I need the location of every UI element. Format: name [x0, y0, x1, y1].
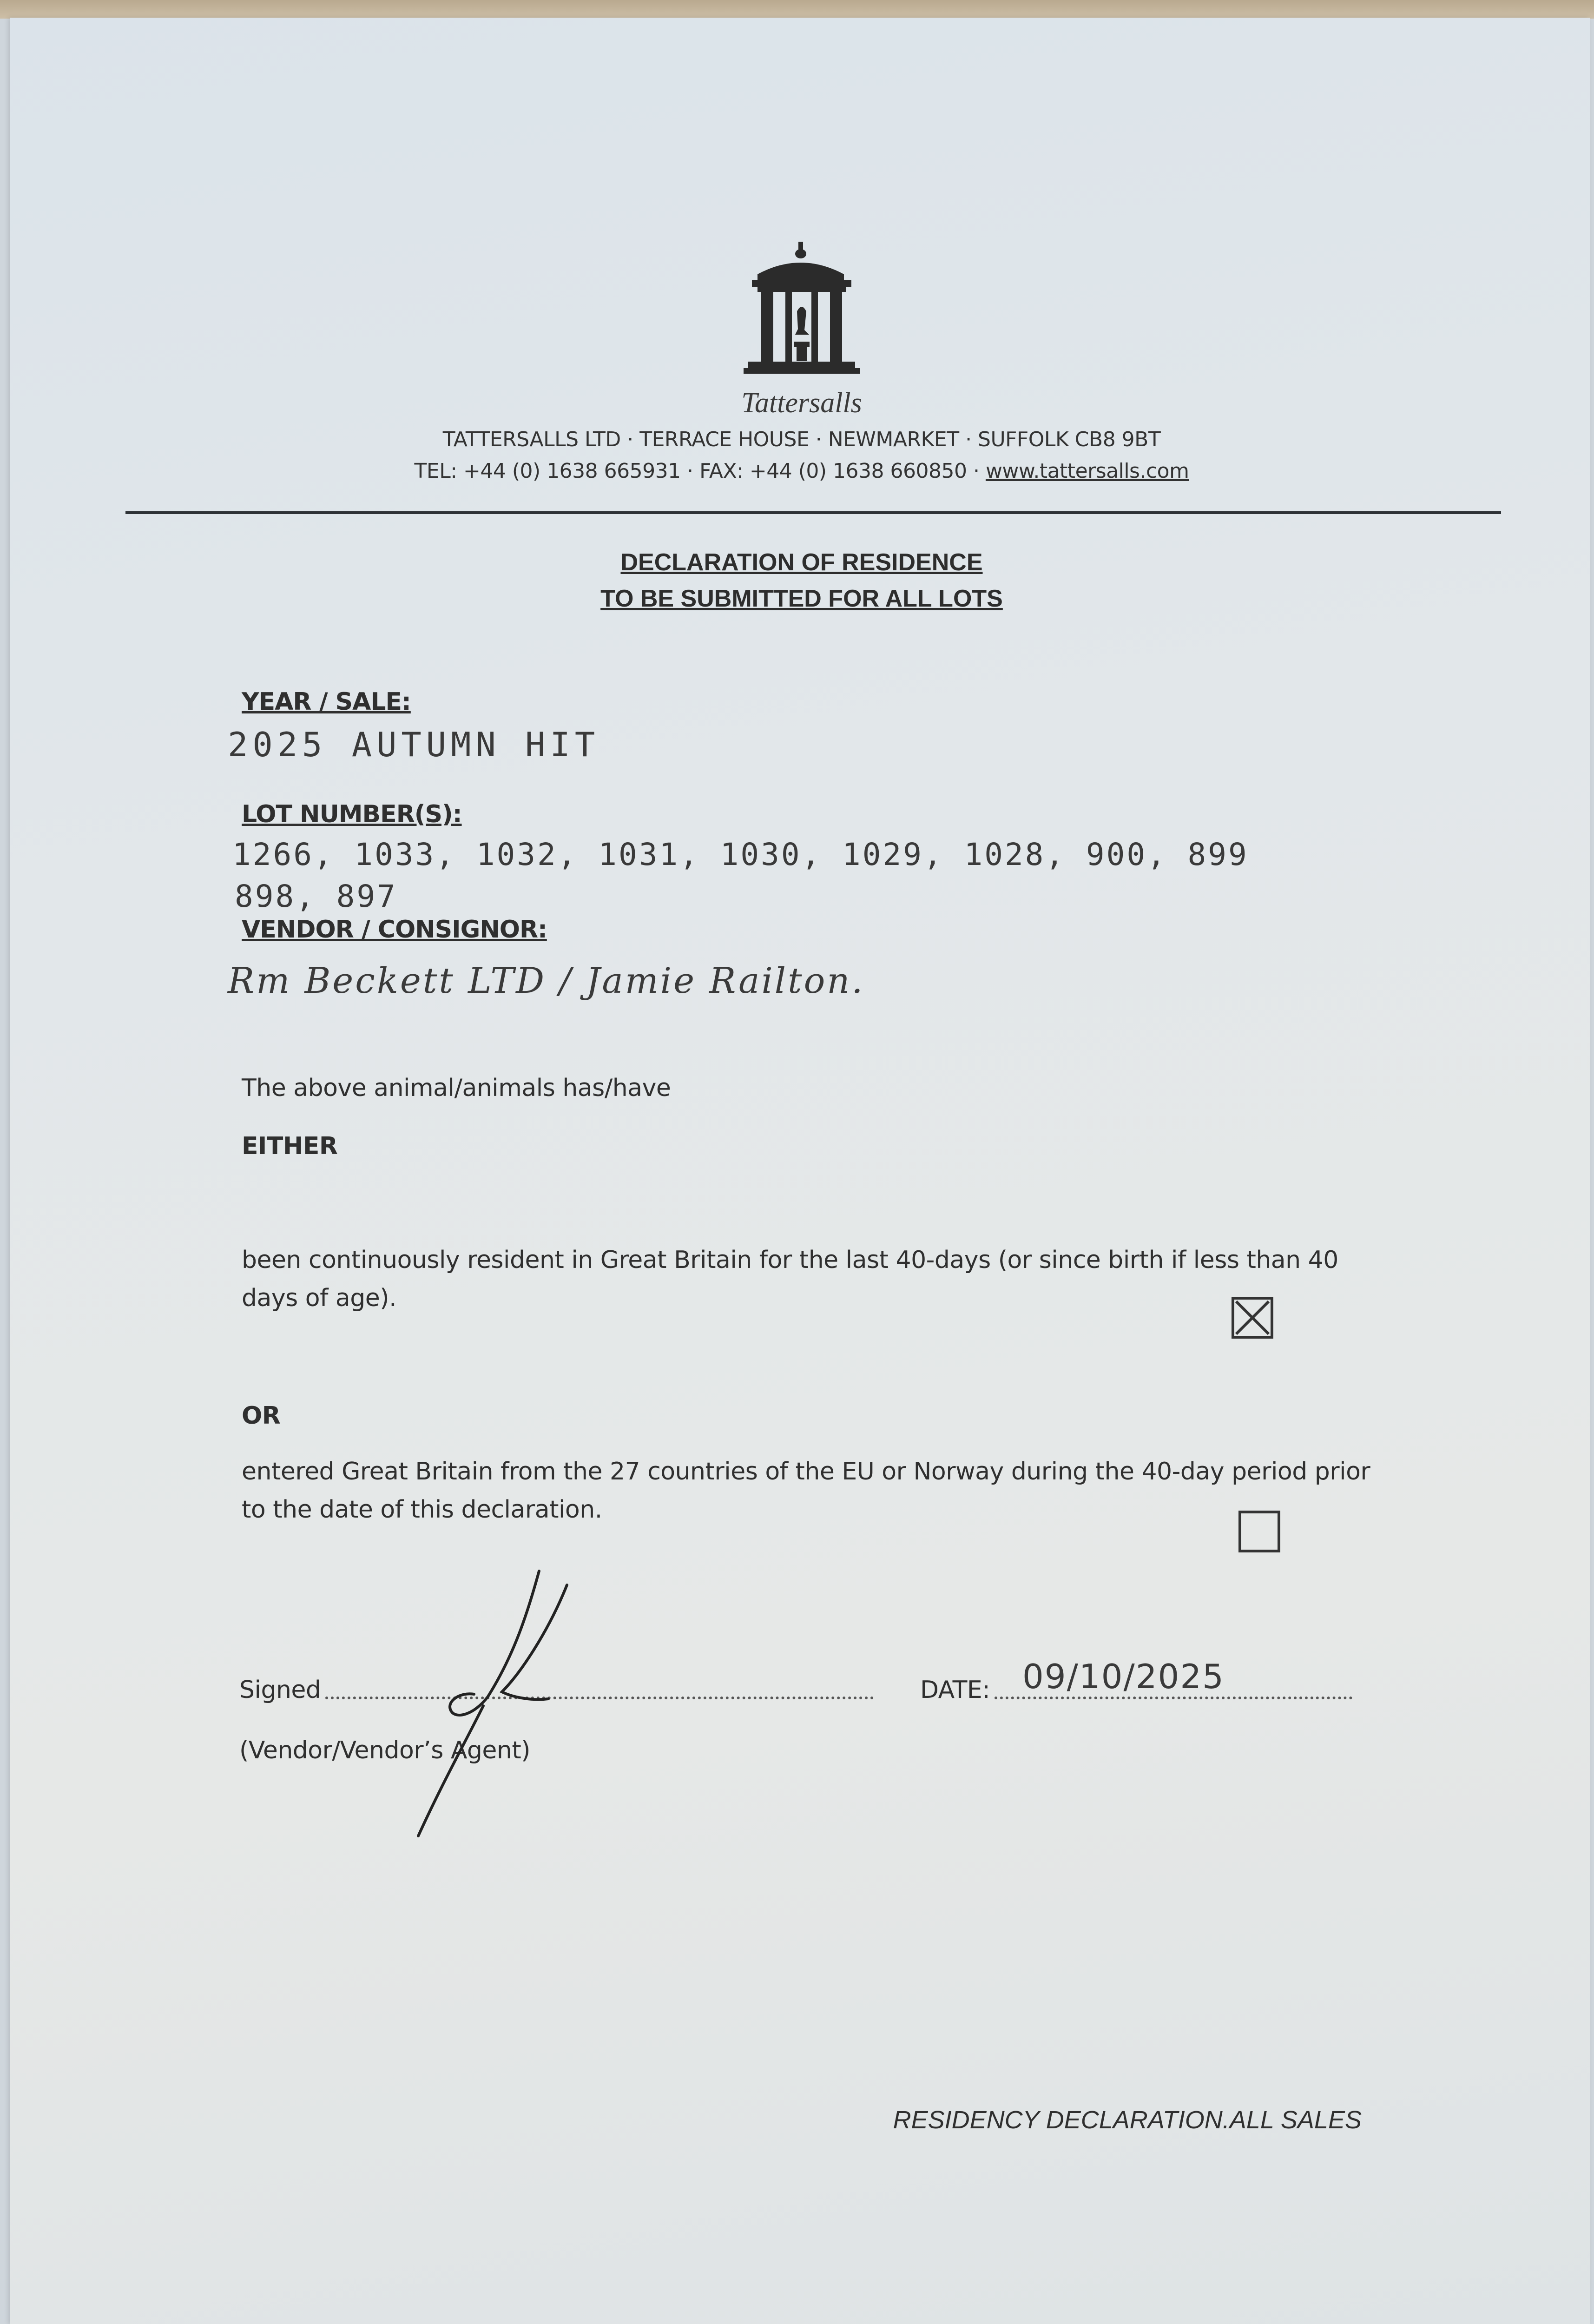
- vendor-consignor-label: VENDOR / CONSIGNOR:: [242, 916, 547, 944]
- option-1-text: been continuously resident in Great Britain for the last 40-days (or since birth if less than 40 days of age).: [242, 1246, 1338, 1312]
- phone-fax: TEL: +44 (0) 1638 665931 · FAX: +44 (0) 1638 660850 ·: [414, 459, 986, 483]
- header-divider: [125, 511, 1501, 514]
- either-heading: EITHER: [242, 1132, 338, 1160]
- option-2-text: entered Great Britain from the 27 countries of the EU or Norway during the 40-day period prior to the date of this declaration.: [242, 1458, 1370, 1524]
- option-1-checkbox[interactable]: [1232, 1297, 1273, 1339]
- signature-mark: [372, 1566, 595, 1845]
- contact-line: [279, 459, 1324, 483]
- date-label: DATE:: [920, 1676, 990, 1704]
- signed-label: Signed: [239, 1676, 321, 1704]
- form-subtitle: TO BE SUBMITTED FOR ALL LOTS: [600, 585, 1003, 612]
- date-value[interactable]: 09/10/2025: [1022, 1657, 1225, 1696]
- background-edge: [0, 0, 1594, 19]
- vendor-consignor-value[interactable]: Rm Beckett LTD / Jamie Railton.: [228, 960, 865, 1001]
- lot-numbers-label: LOT NUMBER(S):: [242, 800, 462, 828]
- footer-form-name: RESIDENCY DECLARATION.ALL SALES: [893, 2106, 1362, 2134]
- signer-role-note: (Vendor/Vendor’s Agent): [239, 1736, 531, 1764]
- date-line: [995, 1697, 1352, 1699]
- tattersalls-logo-icon: [739, 242, 864, 390]
- lot-numbers-line-2[interactable]: 898, 897: [235, 878, 397, 914]
- checkmark-x-icon: [1234, 1300, 1271, 1336]
- brand-name: Tattersalls: [741, 387, 862, 419]
- option-2-checkbox[interactable]: [1238, 1511, 1280, 1552]
- lot-numbers-line-1[interactable]: 1266, 1033, 1032, 1031, 1030, 1029, 1028, 900, 899: [232, 837, 1249, 872]
- year-sale-label: YEAR / SALE:: [242, 688, 411, 716]
- company-address: TATTERSALLS LTD · TERRACE HOUSE · NEWMARKET · SUFFOLK CB8 9BT: [442, 428, 1161, 451]
- website-link[interactable]: www.tattersalls.com: [985, 459, 1189, 483]
- statement-intro: The above animal/animals has/have: [242, 1074, 671, 1102]
- year-sale-value[interactable]: 2025 AUTUMN HIT: [228, 725, 600, 764]
- or-heading: OR: [242, 1402, 281, 1430]
- form-title: DECLARATION OF RESIDENCE: [620, 549, 983, 576]
